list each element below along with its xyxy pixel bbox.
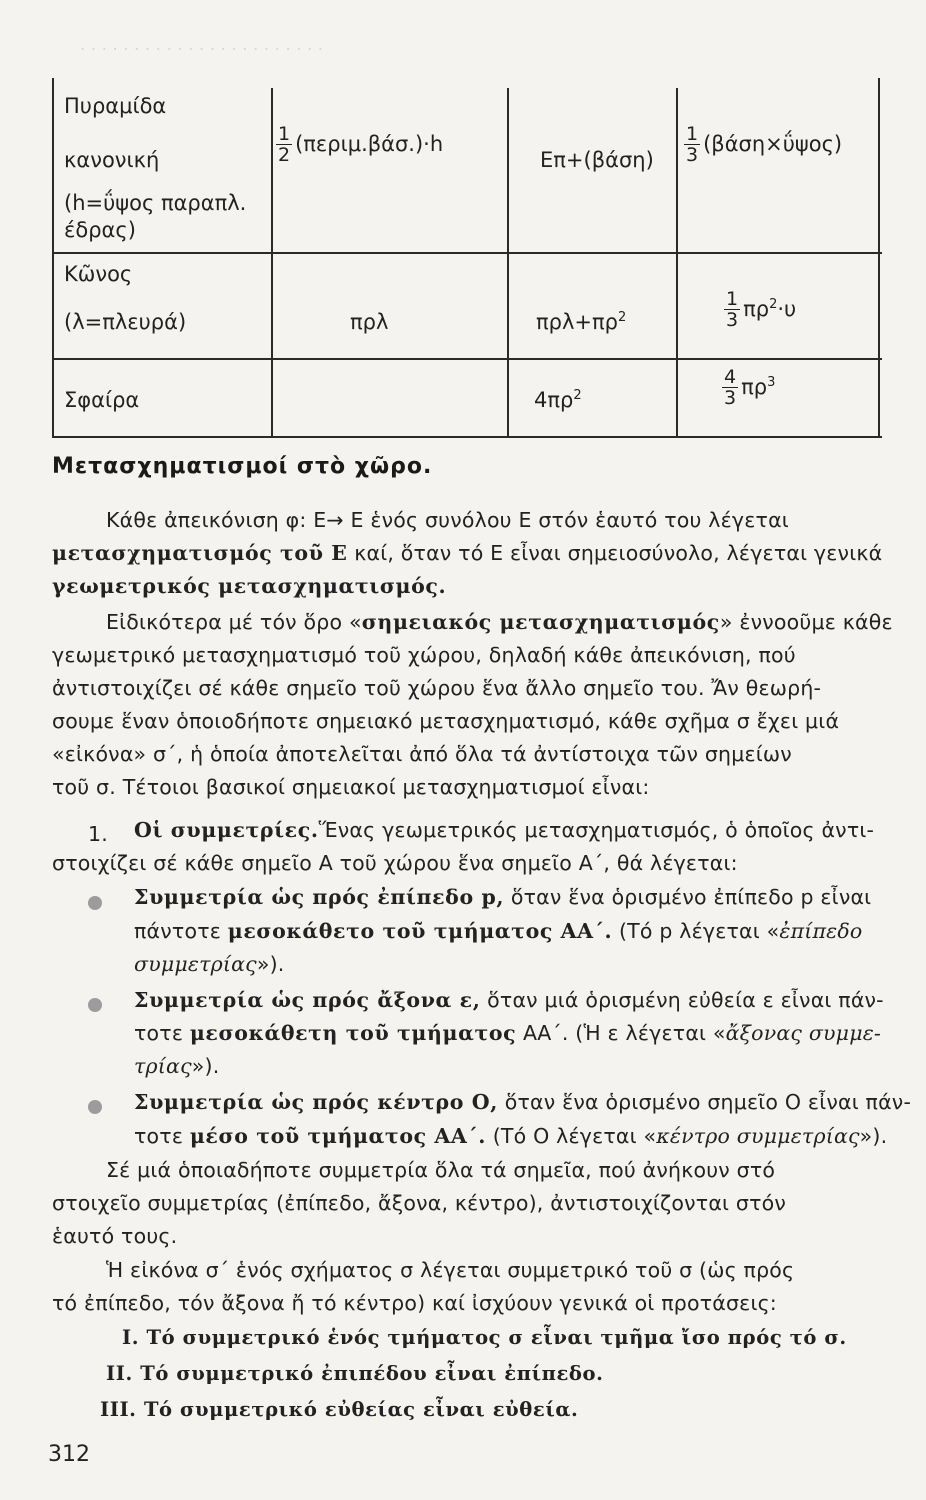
paragraph-line: Σέ μιά ὁποιαδήποτε συμμετρία ὅλα τά σημεῖα, πού ἀνήκουν στό [106,1158,776,1182]
row-cone-total-area: $\pi\rho\lambda+\pi\rho^2$ [536,310,627,334]
row-pyramid-shape-line: Πυραμίδα [64,94,167,118]
paragraph-line: Οἱ συμμετρίες.Ἕνας γεωμετρικός μετασχηματισμός, ὁ ὁποῖος ἀντι- [134,818,875,842]
page-number: 312 [48,1442,90,1467]
paragraph-line: Εἰδικότερα μέ τόν ὅρο «σημειακός μετασχηματισμός» ἐννοοῦμε κάθε [106,610,893,634]
bleed-through-text: · · · · · · · · · · · · · · · · · · · · · · · [80,40,324,60]
paragraph-line: τρίας»). [134,1054,220,1078]
paragraph-line: γεωμετρικός μετασχηματισμός. [52,574,447,598]
paragraph-line: ἑαυτό τους. [52,1224,178,1248]
row-pyramid-total-area: Επ+(βάση) [540,148,654,172]
paragraph-line: σουμε ἕναν ὁποιοδήποτε σημειακό μετασχηματισμό, κάθε σχῆμα σ ἔχει μιά [52,709,840,733]
proposition-item: ΙΙ. Τό συμμετρικό ἐπιπέδου εἶναι ἐπίπεδο. [106,1362,604,1385]
table-row-divider [52,252,882,254]
row-sphere-shape-line: Σφαίρα [64,388,140,412]
paragraph-line: στοιχίζει σέ κάθε σημεῖο Α τοῦ χώρου ἕνα σημεῖο Α΄, θά λέγεται: [52,851,738,875]
row-sphere-volume: $\frac{4}{3}$ $\pi\rho^3$ [724,366,776,409]
table-border-bottom [52,436,882,438]
paragraph-line: «εἰκόνα» σ΄, ἡ ὁποία ἀποτελεῖται ἀπό ὅλα τά ἀντίστοιχα τῶν σημείων [52,742,792,766]
table-column-divider [271,88,273,438]
formulas-table [52,78,882,438]
bullet-icon [88,998,102,1012]
row-cone-shape-line: (λ=πλευρά) [64,310,187,334]
paragraph-line: Ἡ εἰκόνα σ΄ ἑνός σχήματος σ λέγεται συμμετρικό τοῦ σ (ὡς πρός [106,1258,795,1282]
row-cone-lateral-area: πρλ [350,310,389,334]
paragraph-line: συμμετρίας»). [134,952,285,976]
paragraph-line: στοιχεῖο συμμετρίας (ἐπίπεδο, ἄξονα, κέντρο), ἀντιστοιχίζονται στόν [52,1191,787,1215]
paragraph-line: τοῦ σ. Τέτοιοι βασικοί σημειακοί μετασχηματισμοί εἶναι: [52,775,650,799]
table-border-right [878,78,880,438]
paragraph-line: Συμμετρία ὡς πρός ἐπίπεδο p, ὅταν ἕνα ὁρισμένο ἐπίπεδο p εἶναι [134,885,872,909]
list-item-number: 1. [88,822,108,846]
row-pyramid-shape-line: κανονική [64,148,160,172]
row-pyramid-volume: $\frac{1}{3}$ (βάση×ΰψος) [686,123,843,166]
table-row-divider [52,358,882,360]
paragraph-line: γεωμετρικό μετασχηματισμό τοῦ χώρου, δηλαδή κάθε ἀπεικόνιση, πού [52,643,796,667]
bullet-icon [88,1100,102,1114]
table-column-divider [507,88,509,438]
row-cone-shape-line: Κῶνος [64,262,133,286]
table-border-left [52,78,54,438]
paragraph-line: μετασχηματισμός τοῦ Ε καί, ὅταν τό Ε εἶναι σημειοσύνολο, λέγεται γενικά [52,541,883,565]
section-heading: Μετασχηματισμοί στὸ χῶρο. [52,454,433,479]
proposition-item: ΙΙΙ. Τό συμμετρικό εὐθείας εἶναι εὐθεία. [100,1398,579,1421]
row-pyramid-shape-line: έδρας) [64,218,136,242]
paragraph-line: τό ἐπίπεδο, τόν ἄξονα ἤ τό κέντρο) καί ἰσχύουν γενικά οἱ προτάσεις: [52,1291,777,1315]
row-pyramid-shape-line: (h=ΰψος παραπλ. [64,191,247,215]
row-cone-volume: $\frac{1}{3}$ $\pi\rho^2\cdot\upsilon$ [726,288,797,331]
paragraph-line: Συμμετρία ὡς πρός κέντρο Ο, ὅταν ἕνα ὁρισμένο σημεῖο Ο εἶναι πάν- [134,1090,912,1114]
row-pyramid-lateral-area: $\frac{1}{2}$ (περιμ.βάσ.)·h [278,123,444,166]
proposition-item: Ι. Τό συμμετρικό ἑνός τμήματος σ εἶναι τμῆμα ἴσο πρός τό σ. [122,1326,847,1349]
table-column-divider [676,88,678,438]
paragraph-line: Συμμετρία ὡς πρός ἄξονα ε, ὅταν μιά ὁρισμένη εὐθεία ε εἶναι πάν- [134,988,884,1012]
paragraph-line: πάντοτε μεσοκάθετο τοῦ τμήματος ΑΑ΄. (Τό p λέγεται «ἐπίπεδο [134,919,863,943]
paragraph-line: ἀντιστοιχίζει σέ κάθε σημεῖο τοῦ χώρου ἕνα ἄλλο σημεῖο του. Ἄν θεωρή- [52,676,822,700]
paragraph-line: τοτε μεσοκάθετη τοῦ τμήματος ΑΑ΄. (Ἡ ε λέγεται «ἄξονας συμμε- [134,1021,882,1045]
row-sphere-total-area: $4\pi\rho^2$ [534,388,582,412]
paragraph-line: τοτε μέσο τοῦ τμήματος ΑΑ΄. (Τό Ο λέγεται «κέντρο συμμετρίας»). [134,1124,888,1148]
bullet-icon [88,896,102,910]
paragraph-line: Κάθε ἀπεικόνιση φ: Ε→ Ε ἑνός συνόλου Ε στόν ἑαυτό του λέγεται [106,508,789,532]
